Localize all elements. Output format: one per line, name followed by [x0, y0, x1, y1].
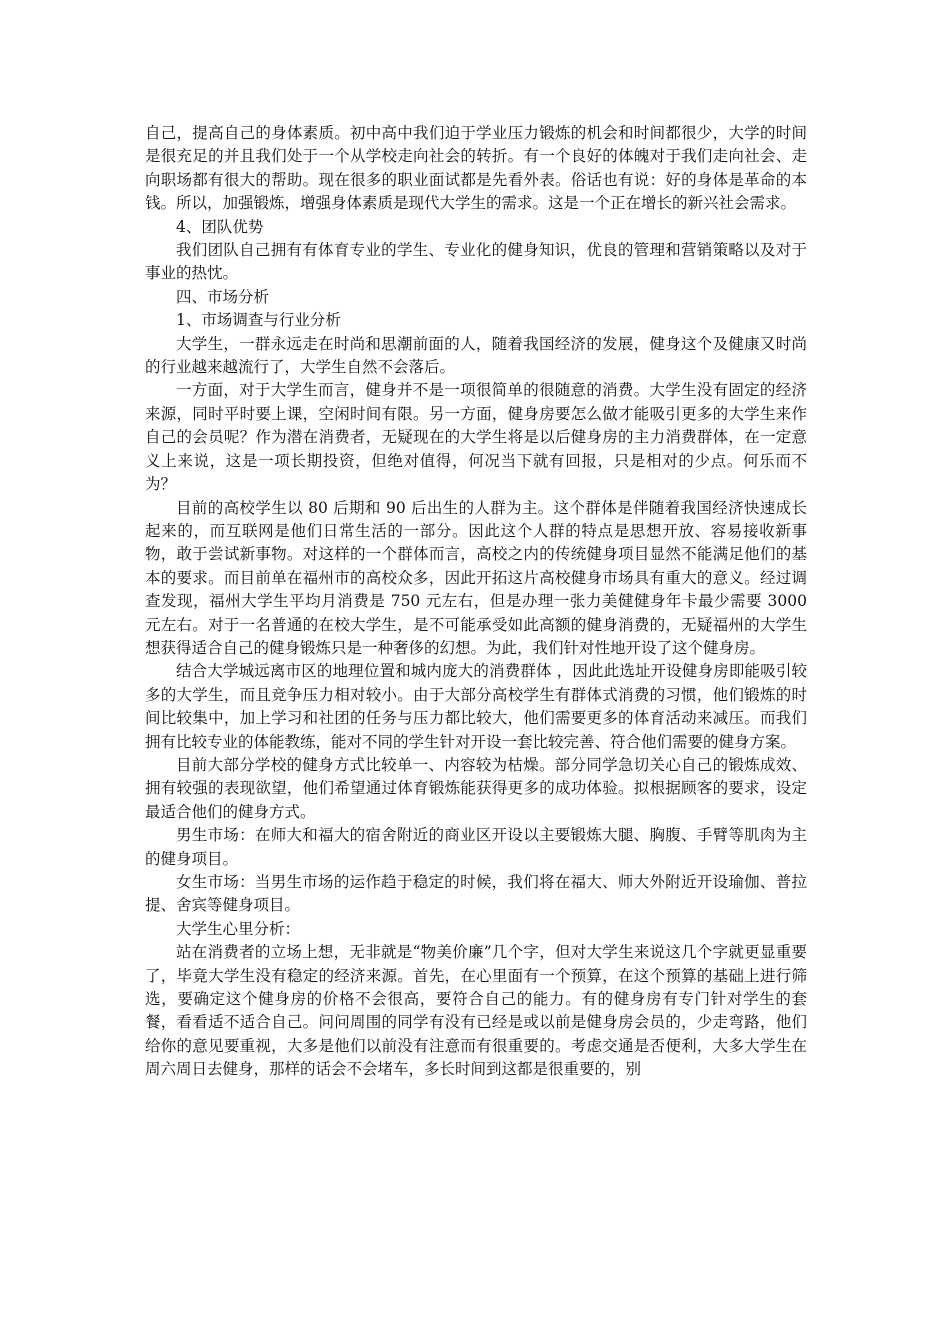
heading-market-survey: 1、市场调查与行业分析 — [176, 311, 341, 330]
document-page — [145, 122, 807, 1082]
paragraph-current-students: 目前的高校学生以 80 后期和 90 后出生的人群为主。这个群体是伴随着我国经济快速成长起来的，而互联网是他们日常生活的一部分。因此这个人群的特点是思想开放、容易接收新事物，敢于尝试新事物。对这样的一个群体而言，高校之内的传统健身项目显然不能满足他们的基本的要求。而目前单在福州市的高校众多，因此开拓这片高校健身市场具有重大的意义。经过调查发现，福州大学生平均月消费是 750 元左右，但是办理一张力美健健身年卡最少需要 3000 元左右。对于一名普通的在校大学生，是不可能承受如此高额的健身消费的，无疑福州的大学生想获得适合自己的健身锻炼只是一种奢侈的幻想。为此，我们针对性地开设了这个健身房。 — [145, 498, 807, 657]
heading-student-psychology: 大学生心里分析： — [176, 919, 301, 938]
paragraph-female-market: 女生市场：当男生市场的运作趋于稳定的时候，我们将在福大、师大外附近开设瑜伽、普拉提、舍宾等健身项目。 — [145, 873, 807, 915]
paragraph-fitness-methods: 目前大部分学校的健身方式比较单一、内容较为枯燥。部分同学急切关心自己的锻炼成效、拥有较强的表现欲望，他们希望通过体育锻炼能获得更多的成功体验。拟根据顾客的要求，设定最适合他们的健身方式。 — [145, 755, 807, 821]
paragraph-continuation: 自己，提高自己的身体素质。初中高中我们迫于学业压力锻炼的机会和时间都很少，大学的时间是很充足的并且我们处于一个从学校走向社会的转折。有一个良好的体魄对于我们走向社会、走向职场都有很大的帮助。现在很多的职业面试都是先看外表。俗话也有说：好的身体是革命的本钱。所以，加强锻炼，增强身体素质是现代大学生的需求。这是一个正在增长的新兴社会需求。 — [145, 124, 807, 213]
paragraph-male-market: 男生市场：在师大和福大的宿舍附近的商业区开设以主要锻炼大腿、胸腹、手臂等肌肉为主的健身项目。 — [145, 826, 807, 868]
heading-market-analysis: 四、市场分析 — [176, 287, 270, 306]
paragraph-students-intro: 大学生，一群永远走在时尚和思潮前面的人，随着我国经济的发展，健身这个及健康又时尚的行业越来越流行了，大学生自然不会落后。 — [145, 334, 807, 377]
paragraph-consumer-view: 站在消费者的立场上想，无非就是“物美价廉”几个字，但对大学生来说这几个字就更显重要了，毕竟大学生没有稳定的经济来源。首先，在心里面有一个预算，在这个预算的基础上进行筛选，要确定这个健身房的价格不会很高，要符合自己的能力。有的健身房有专门针对学生的套餐，看看适不适合自己。问问周围的同学有没有已经是或以前是健身房会员的，少走弯路，他们给你的意见要重视，大多是他们以前没有注意而有很重要的。考虑交通是否便利，大多大学生在周六周日去健身，那样的话会不会堵车，多长时间到这都是很重要的，别 — [145, 943, 807, 1079]
heading-team-advantage: 4、团队优势 — [176, 217, 264, 236]
paragraph-university-town: 结合大学城远离市区的地理位置和城内庞大的消费群体 ，因此此选址开设健身房即能吸引较多的大学生，而且竞争压力相对较小。由于大部分高校学生有群体式消费的习惯，他们锻炼的时间比较集中，加上学习和社团的任务与压力都比较大，他们需要更多的体育活动来减压。而我们拥有比较专业的体能教练，能对不同的学生针对开设一套比较完善、符合他们需要的健身方案。 — [145, 662, 807, 751]
paragraph-team-advantage: 我们团队自己拥有有体育专业的学生、专业化的健身知识，优良的管理和营销策略以及对于事业的热忱。 — [145, 241, 807, 283]
paragraph-on-one-hand: 一方面，对于大学生而言，健身并不是一项很简单的很随意的消费。大学生没有固定的经济来源，同时平时要上课，空闲时间有限。另一方面，健身房要怎么做才能吸引更多的大学生来作自己的会员呢？作为潜在消费者，无疑现在的大学生将是以后健身房的主力消费群体，在一定意义上来说，这是一项长期投资，但绝对值得，何况当下就有回报，只是相对的少点。何乐而不为？ — [145, 381, 807, 494]
